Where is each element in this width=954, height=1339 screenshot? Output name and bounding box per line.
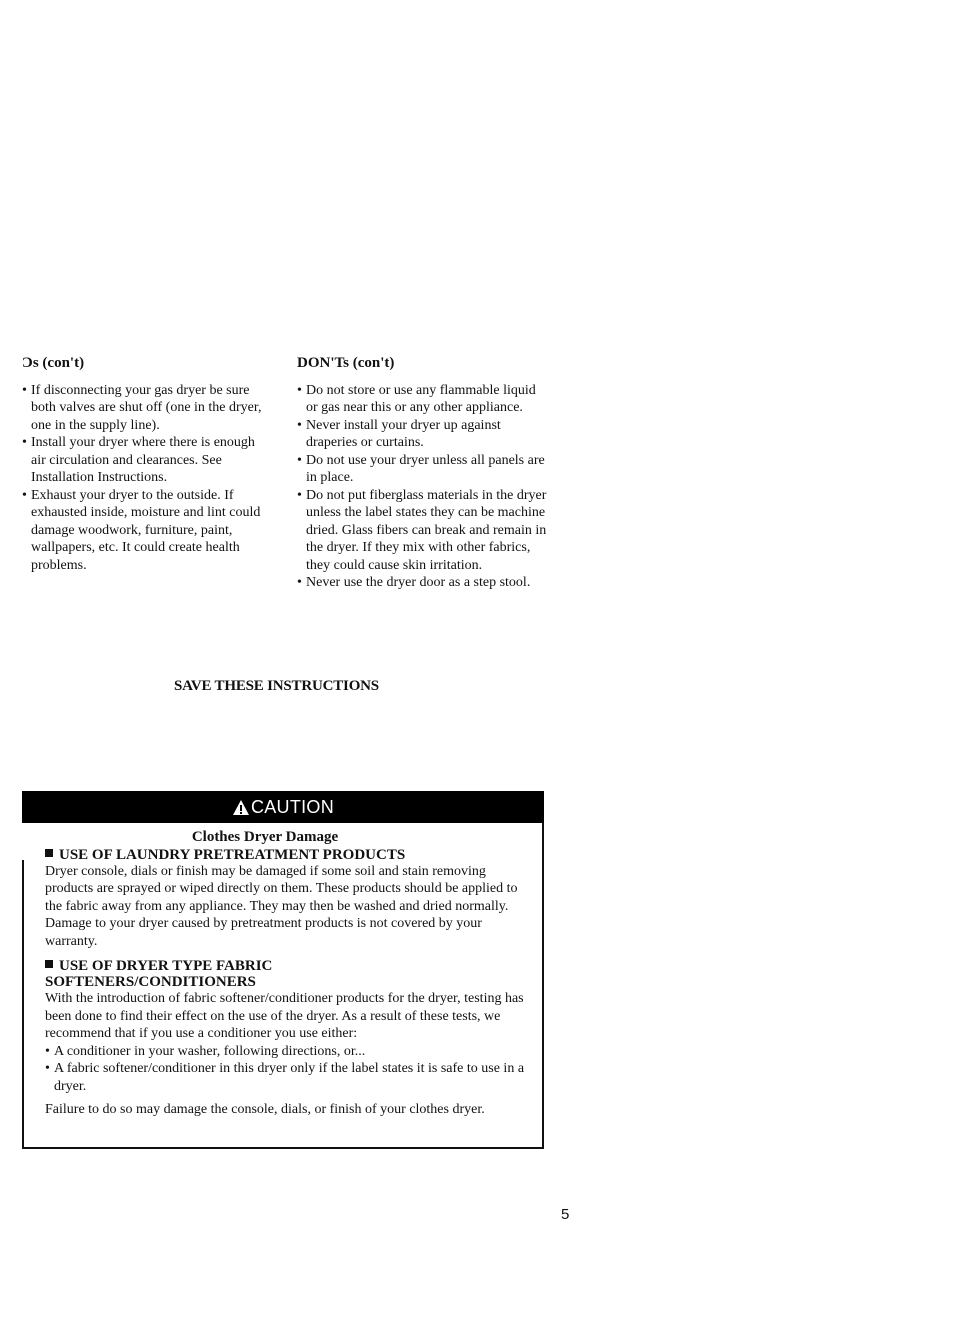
dos-list	[22, 382, 267, 575]
caution-label: CAUTION	[250, 797, 335, 817]
dos-column	[22, 355, 267, 574]
list-item: • Do not store or use any flammable liquid or gas near this or any other appliance.	[297, 382, 547, 417]
list-item: • Never use the dryer door as a step stool.	[297, 574, 547, 592]
donts-list	[297, 382, 547, 592]
caution-body	[45, 829, 525, 1119]
donts-column	[297, 355, 547, 592]
dos-heading: Ͻs (con't)	[22, 355, 85, 371]
list-item: • Do not put fiberglass materials in the dryer unless the label states they can be machine dried. Glass fibers can break and remain in the dryer. If they mix with other fabrics, they could cause skin irritation.	[297, 487, 547, 575]
list-item: • A conditioner in your washer, following directions, or...	[45, 1043, 525, 1061]
list-item: • Exhaust your dryer to the outside. If exhausted inside, moisture and lint could damage woodwork, furniture, paint, wallpapers, etc. It could create health problems.	[22, 487, 267, 575]
section-heading-softeners: USE OF DRYER TYPE FABRIC SOFTENERS/CONDITIONERS	[45, 958, 273, 990]
square-bullet-icon	[45, 960, 53, 968]
softeners-paragraph: With the introduction of fabric softener/conditioner products for the dryer, testing has been done to find their effect on the use of the dryer. As a result of these tests, we recommend that if you use a conditioner you use either:	[45, 991, 524, 1041]
list-item: • If disconnecting your gas dryer be sure both valves are shut off (one in the dryer, one in the supply line).	[22, 382, 267, 435]
caution-subtitle: Clothes Dryer Damage	[191, 829, 339, 845]
pretreatment-paragraph: Dryer console, dials or finish may be damaged if some soil and stain removing products are sprayed or wiped directly on them. These products should be applied to the fabric away from any appliance. They may then be washed and dried normally. Damage to your dryer caused by pretreatment products is not covered by your warranty.	[45, 863, 518, 949]
caution-footer-text: Failure to do so may damage the console, dials, or finish of your clothes dryer.	[45, 1102, 485, 1117]
page-number: 5	[561, 1206, 570, 1223]
list-item: • Install your dryer where there is enough air circulation and clearances. See Installation Instructions.	[22, 434, 267, 487]
warning-triangle-icon	[232, 794, 250, 826]
save-instructions-heading: SAVE THESE INSTRUCTIONS	[174, 678, 379, 694]
list-item: • A fabric softener/conditioner in this dryer only if the label states it is safe to use in a dryer.	[45, 1060, 525, 1095]
caution-header	[22, 791, 544, 823]
caution-box	[22, 791, 544, 1149]
softeners-list	[45, 1043, 525, 1096]
donts-heading: DON'Ts (con't)	[297, 355, 395, 371]
section-heading-pretreatment: USE OF LAUNDRY PRETREATMENT PRODUCTS	[45, 847, 525, 863]
list-item: • Do not use your dryer unless all panels are in place.	[297, 452, 547, 487]
list-item: • Never install your dryer up against draperies or curtains.	[297, 417, 547, 452]
square-bullet-icon	[45, 849, 53, 857]
